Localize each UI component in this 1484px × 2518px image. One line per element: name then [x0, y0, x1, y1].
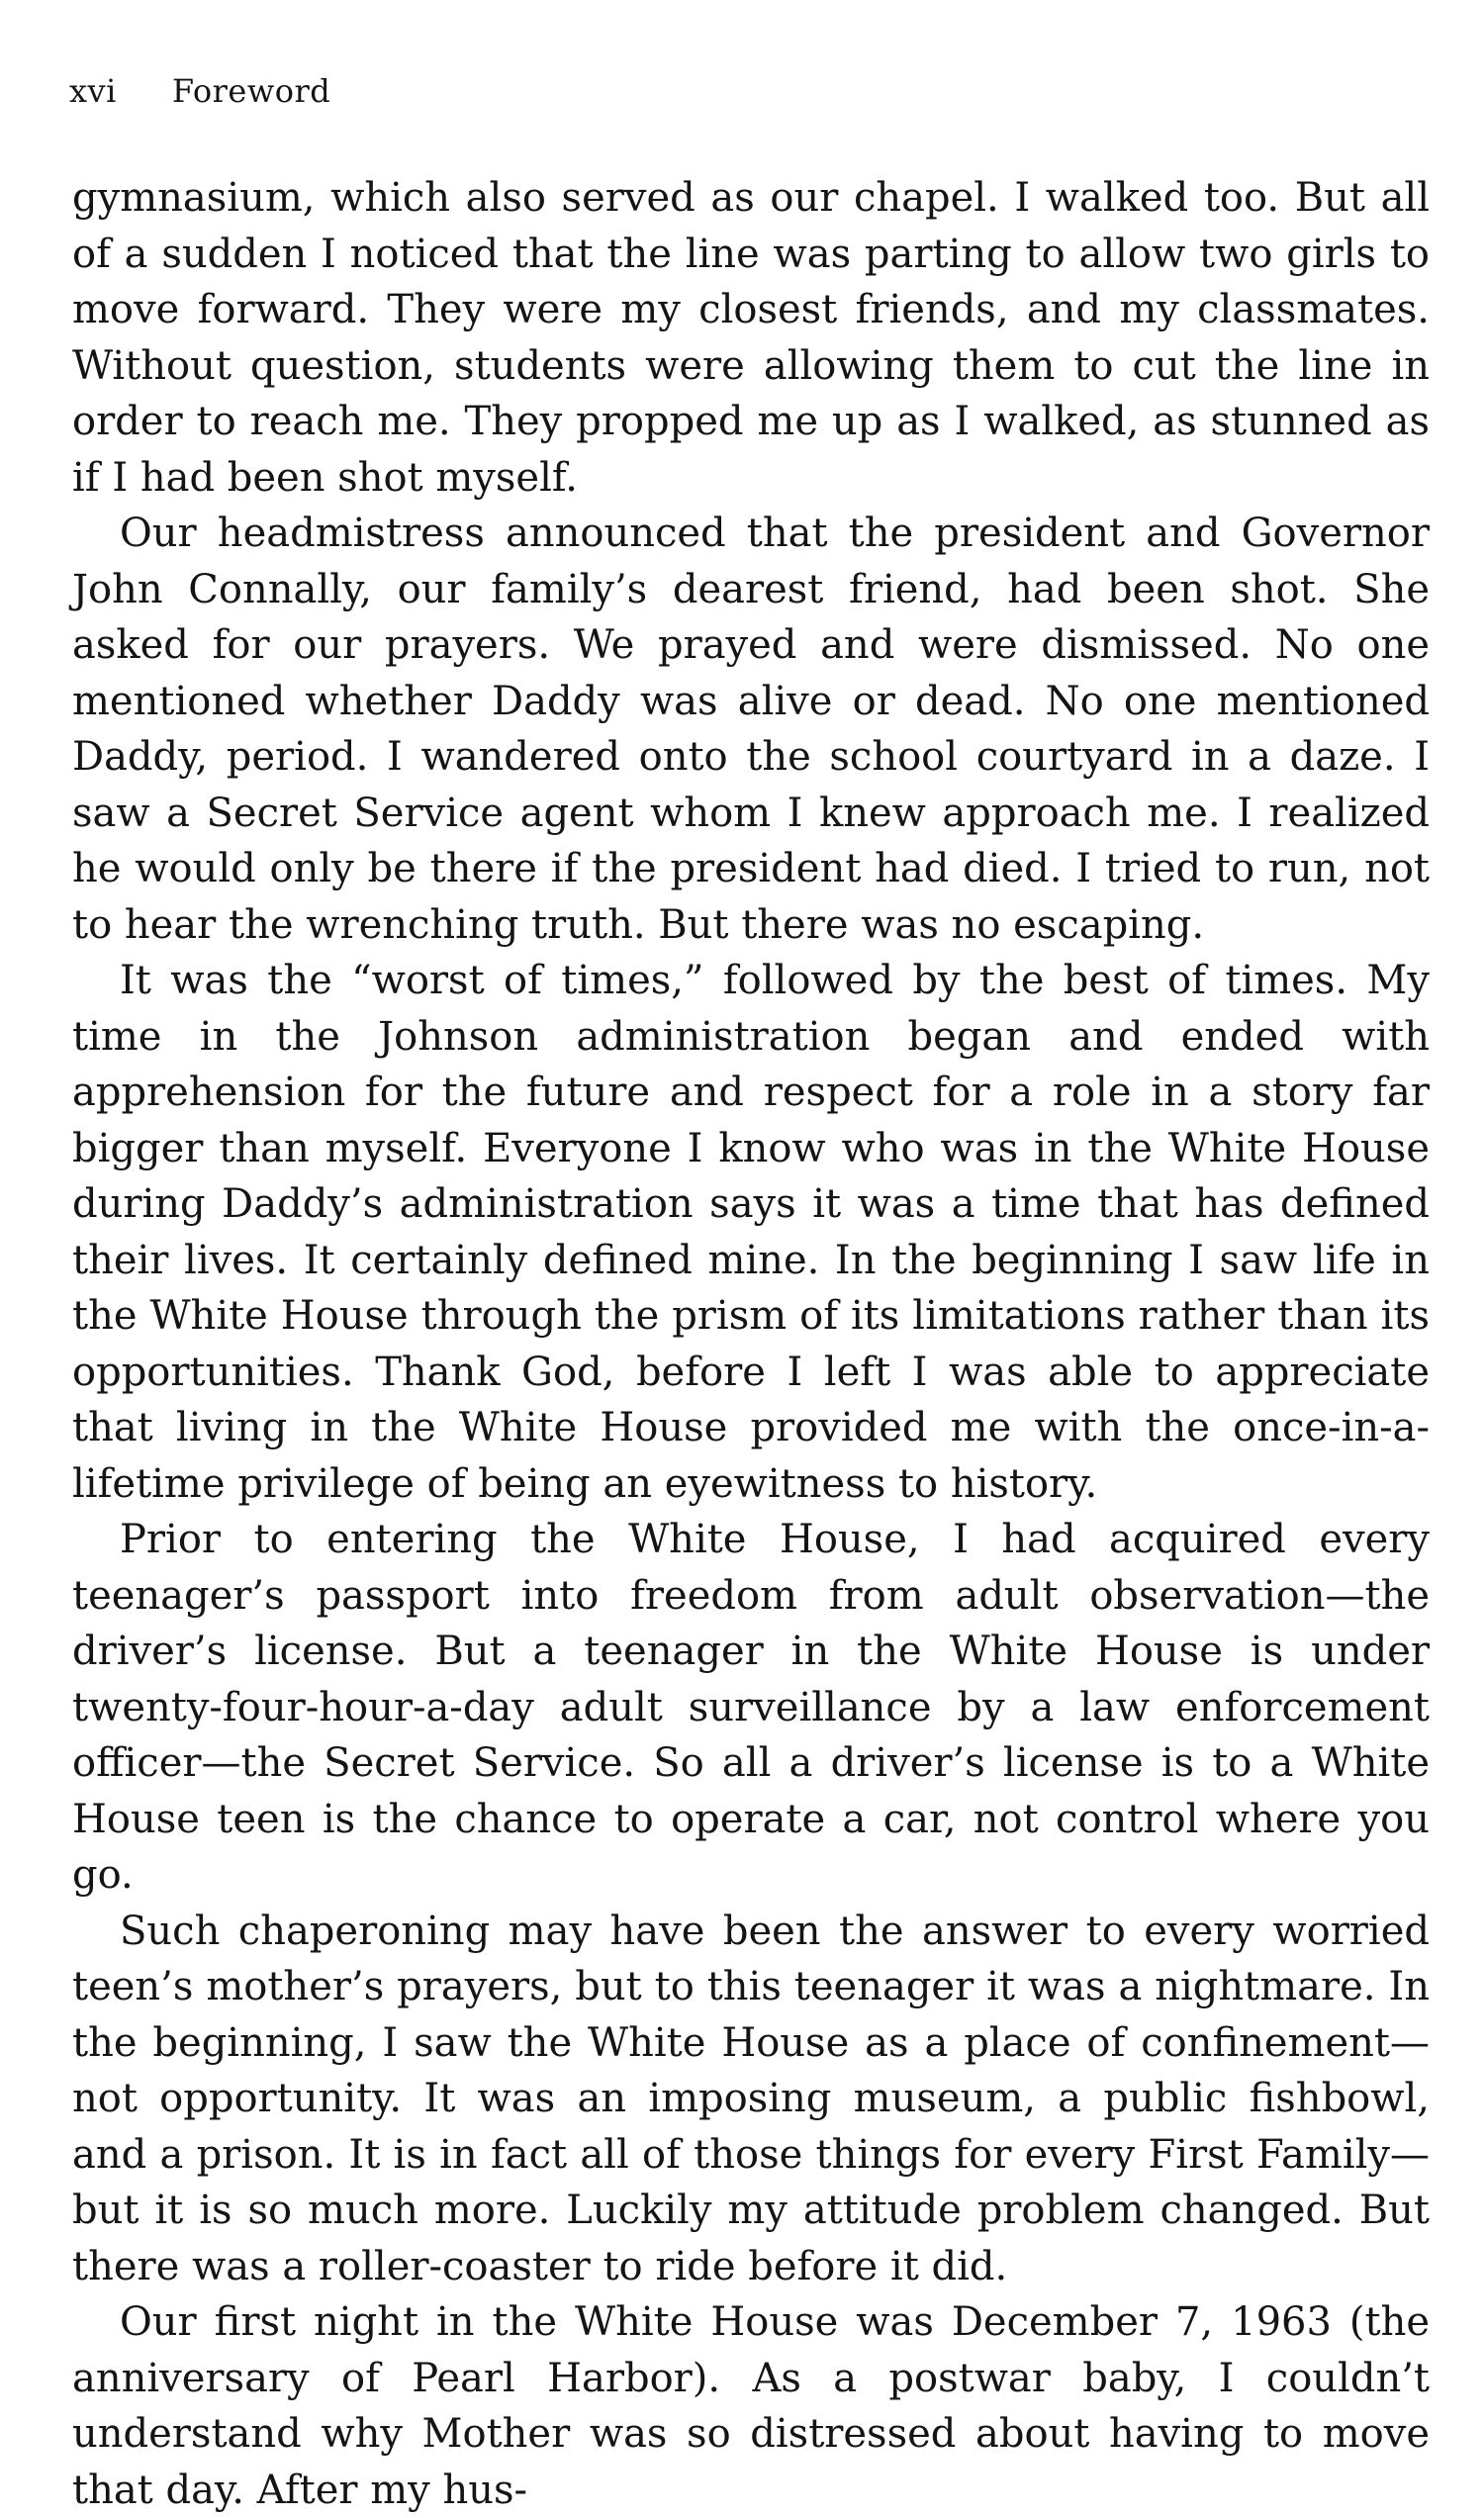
paragraph: Our headmistress announced that the president and Governor John Connally, our family’s dearest friend, had been shot. She asked for our prayers. We prayed and were dismissed. No one mentioned whether Daddy was alive or dead. No one mentioned Daddy, period. I wandered onto the school courtyard in a daze. I saw a Secret Service agent whom I knew approach me. I realized he would only be there if the president had died. I tried to run, not to hear the wrenching truth. But there was no escaping. — [72, 511, 1430, 948]
paragraph-continued: gymnasium, which also served as our chapel. I walked too. But all of a sudden I noticed that the line was parting to allow two girls to move forward. They were my closest friends, and my classmates. Without question, students were allowing them to cut the line in order to reach me. They propped me up as I walked, as stunned as if I had been shot myself. — [72, 175, 1430, 501]
paragraph: Our first night in the White House was December 7, 1963 (the anniversary of Pearl Harbor). As a postwar baby, I couldn’t understand why Mother was so distressed about having to move that day. After my hus- — [72, 2299, 1430, 2513]
paragraph: Such chaperoning may have been the answer to every worried teen’s mother’s prayers, but to this teenager it was a nightmare. In the beginning, I saw the White House as a place of confinement—not opportunity. It was an imposing museum, a public fishbowl, and a prison. It is in fact all of those things for every First Family—but it is so much more. Luckily my attitude problem changed. But there was a roller-coaster to ride before it did. — [72, 1908, 1430, 2289]
running-head — [69, 71, 330, 111]
page-number: xvi — [69, 72, 117, 110]
running-title: Foreword — [171, 72, 331, 110]
paragraph: Prior to entering the White House, I had acquired every teenager’s passport into freedom from adult observation—the driver’s license. But a teenager in the White House is under twenty-four-hour-a-day adult surveillance by a law enforcement officer—the Secret Service. So all a driver’s license is to a White House teen is the chance to operate a car, not control where you go. — [72, 1517, 1430, 1898]
paragraph: It was the “worst of times,” followed by the best of times. My time in the Johnson administration began and ended with apprehension for the future and respect for a role in a story far bigger than myself. Everyone I know who was in the White House during Daddy’s administration says it was a time that has defined their lives. It certainly defined mine. In the beginning I saw life in the White House through the prism of its limitations rather than its opportunities. Thank God, before I left I was able to appreciate that living in the White House provided me with the once-in-a-lifetime privilege of being an eyewitness to history. — [72, 958, 1430, 1507]
body-text — [72, 170, 1430, 2518]
